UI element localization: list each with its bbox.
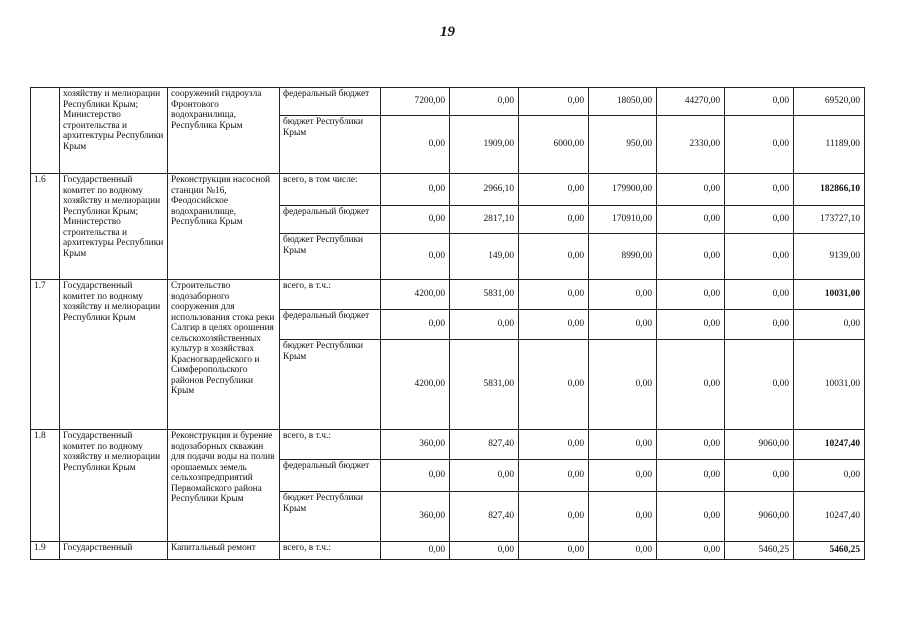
- page-number: 19: [440, 24, 455, 40]
- year-value-cell: 0,00: [657, 234, 725, 280]
- year-value-cell: 0,00: [519, 174, 589, 206]
- year-value-cell: 0,00: [657, 430, 725, 460]
- year-value-cell: 0,00: [725, 310, 794, 340]
- year-value-cell: 0,00: [589, 340, 657, 430]
- year-value-cell: 0,00: [589, 310, 657, 340]
- funding-source-cell: всего, в том числе:: [280, 174, 381, 206]
- funding-source-cell: федеральный бюджет: [280, 88, 381, 116]
- total-value-cell: 173727,10: [794, 206, 865, 234]
- year-value-cell: 5831,00: [450, 280, 519, 310]
- year-value-cell: 0,00: [657, 340, 725, 430]
- year-value-cell: 0,00: [519, 234, 589, 280]
- total-value-cell: 9139,00: [794, 234, 865, 280]
- table-row: [31, 174, 865, 206]
- year-value-cell: 0,00: [725, 206, 794, 234]
- year-value-cell: 0,00: [450, 88, 519, 116]
- year-value-cell: 0,00: [589, 492, 657, 542]
- year-value-cell: 0,00: [725, 88, 794, 116]
- funding-source-cell: всего, в т.ч.:: [280, 430, 381, 460]
- year-value-cell: 7200,00: [381, 88, 450, 116]
- year-value-cell: 0,00: [381, 174, 450, 206]
- year-value-cell: 827,40: [450, 492, 519, 542]
- year-value-cell: 0,00: [657, 460, 725, 492]
- year-value-cell: 44270,00: [657, 88, 725, 116]
- activity-cell: Строительство водозаборного сооружения для использования стока реки Салгир в целях орошения сельскохозяйственных культур в хозяйствах Красногвардейского и Симферопольского районов Республики Крым: [168, 280, 280, 430]
- activity-cell: Реконструкция и бурение водозаборных скважин для подачи воды на полив орошаемых земель сельхозпредприятий Первомайского района Республики Крым: [168, 430, 280, 542]
- financing-table: [30, 87, 865, 560]
- total-value-cell: 5460,25: [794, 542, 865, 560]
- total-value-cell: 10031,00: [794, 340, 865, 430]
- activity-cell: Капитальный ремонт: [168, 542, 280, 560]
- year-value-cell: 0,00: [519, 460, 589, 492]
- funding-source-cell: бюджет Республики Крым: [280, 492, 381, 542]
- year-value-cell: 9060,00: [725, 430, 794, 460]
- year-value-cell: 9060,00: [725, 492, 794, 542]
- year-value-cell: 0,00: [450, 310, 519, 340]
- year-value-cell: 5831,00: [450, 340, 519, 430]
- year-value-cell: 179900,00: [589, 174, 657, 206]
- table-row: [31, 542, 865, 560]
- year-value-cell: 0,00: [381, 310, 450, 340]
- executor-cell: Государственный комитет по водному хозяйству и мелиорации Республики Крым: [60, 280, 168, 430]
- year-value-cell: 0,00: [657, 542, 725, 560]
- year-value-cell: 0,00: [450, 460, 519, 492]
- year-value-cell: 0,00: [519, 310, 589, 340]
- year-value-cell: 0,00: [657, 174, 725, 206]
- year-value-cell: 4200,00: [381, 340, 450, 430]
- funding-source-cell: федеральный бюджет: [280, 310, 381, 340]
- year-value-cell: 0,00: [657, 492, 725, 542]
- funding-source-cell: бюджет Республики Крым: [280, 234, 381, 280]
- year-value-cell: 0,00: [519, 492, 589, 542]
- total-value-cell: 182866,10: [794, 174, 865, 206]
- year-value-cell: 1909,00: [450, 116, 519, 174]
- table-row: [31, 280, 865, 310]
- year-value-cell: 950,00: [589, 116, 657, 174]
- funding-source-cell: всего, в т.ч.:: [280, 280, 381, 310]
- year-value-cell: 0,00: [725, 280, 794, 310]
- funding-source-cell: бюджет Республики Крым: [280, 340, 381, 430]
- funding-source-cell: федеральный бюджет: [280, 460, 381, 492]
- executor-cell: Государственный: [60, 542, 168, 560]
- year-value-cell: 0,00: [589, 542, 657, 560]
- year-value-cell: 360,00: [381, 492, 450, 542]
- item-number-cell: [31, 88, 60, 174]
- year-value-cell: 2817,10: [450, 206, 519, 234]
- year-value-cell: 0,00: [519, 340, 589, 430]
- year-value-cell: 0,00: [725, 460, 794, 492]
- year-value-cell: 0,00: [725, 174, 794, 206]
- total-value-cell: 69520,00: [794, 88, 865, 116]
- activity-cell: сооружений гидроузла Фронтового водохранилища, Республика Крым: [168, 88, 280, 174]
- year-value-cell: 5460,25: [725, 542, 794, 560]
- table-row: [31, 430, 865, 460]
- item-number-cell: 1.7: [31, 280, 60, 430]
- year-value-cell: 0,00: [657, 206, 725, 234]
- year-value-cell: 0,00: [725, 234, 794, 280]
- executor-cell: хозяйству и мелиорации Республики Крым; Министерство строительства и архитектуры Республики Крым: [60, 88, 168, 174]
- year-value-cell: 0,00: [519, 280, 589, 310]
- year-value-cell: 0,00: [657, 280, 725, 310]
- total-value-cell: 10247,40: [794, 430, 865, 460]
- year-value-cell: 0,00: [657, 310, 725, 340]
- year-value-cell: 149,00: [450, 234, 519, 280]
- year-value-cell: 0,00: [381, 542, 450, 560]
- year-value-cell: 0,00: [450, 542, 519, 560]
- total-value-cell: 10247,40: [794, 492, 865, 542]
- year-value-cell: 8990,00: [589, 234, 657, 280]
- year-value-cell: 0,00: [589, 430, 657, 460]
- year-value-cell: 0,00: [381, 234, 450, 280]
- activity-cell: Реконструкция насосной станции №16, Феодосийское водохранилище, Республика Крым: [168, 174, 280, 280]
- year-value-cell: 4200,00: [381, 280, 450, 310]
- executor-cell: Государственный комитет по водному хозяйству и мелиорации Республики Крым: [60, 430, 168, 542]
- year-value-cell: 0,00: [519, 430, 589, 460]
- funding-source-cell: бюджет Республики Крым: [280, 116, 381, 174]
- item-number-cell: 1.6: [31, 174, 60, 280]
- year-value-cell: 360,00: [381, 430, 450, 460]
- year-value-cell: 0,00: [519, 206, 589, 234]
- year-value-cell: 0,00: [725, 340, 794, 430]
- year-value-cell: 2330,00: [657, 116, 725, 174]
- year-value-cell: 0,00: [381, 460, 450, 492]
- total-value-cell: 0,00: [794, 310, 865, 340]
- year-value-cell: 170910,00: [589, 206, 657, 234]
- year-value-cell: 0,00: [589, 280, 657, 310]
- item-number-cell: 1.9: [31, 542, 60, 560]
- year-value-cell: 0,00: [519, 88, 589, 116]
- year-value-cell: 0,00: [381, 206, 450, 234]
- year-value-cell: 18050,00: [589, 88, 657, 116]
- year-value-cell: 2966,10: [450, 174, 519, 206]
- funding-source-cell: федеральный бюджет: [280, 206, 381, 234]
- year-value-cell: 0,00: [725, 116, 794, 174]
- total-value-cell: 11189,00: [794, 116, 865, 174]
- total-value-cell: 0,00: [794, 460, 865, 492]
- year-value-cell: 6000,00: [519, 116, 589, 174]
- item-number-cell: 1.8: [31, 430, 60, 542]
- year-value-cell: 0,00: [381, 116, 450, 174]
- funding-source-cell: всего, в т.ч.:: [280, 542, 381, 560]
- table-row: [31, 88, 865, 116]
- executor-cell: Государственный комитет по водному хозяйству и мелиорации Республики Крым; Министерство строительства и архитектуры Республики Крым: [60, 174, 168, 280]
- year-value-cell: 0,00: [589, 460, 657, 492]
- year-value-cell: 827,40: [450, 430, 519, 460]
- year-value-cell: 0,00: [519, 542, 589, 560]
- total-value-cell: 10031,00: [794, 280, 865, 310]
